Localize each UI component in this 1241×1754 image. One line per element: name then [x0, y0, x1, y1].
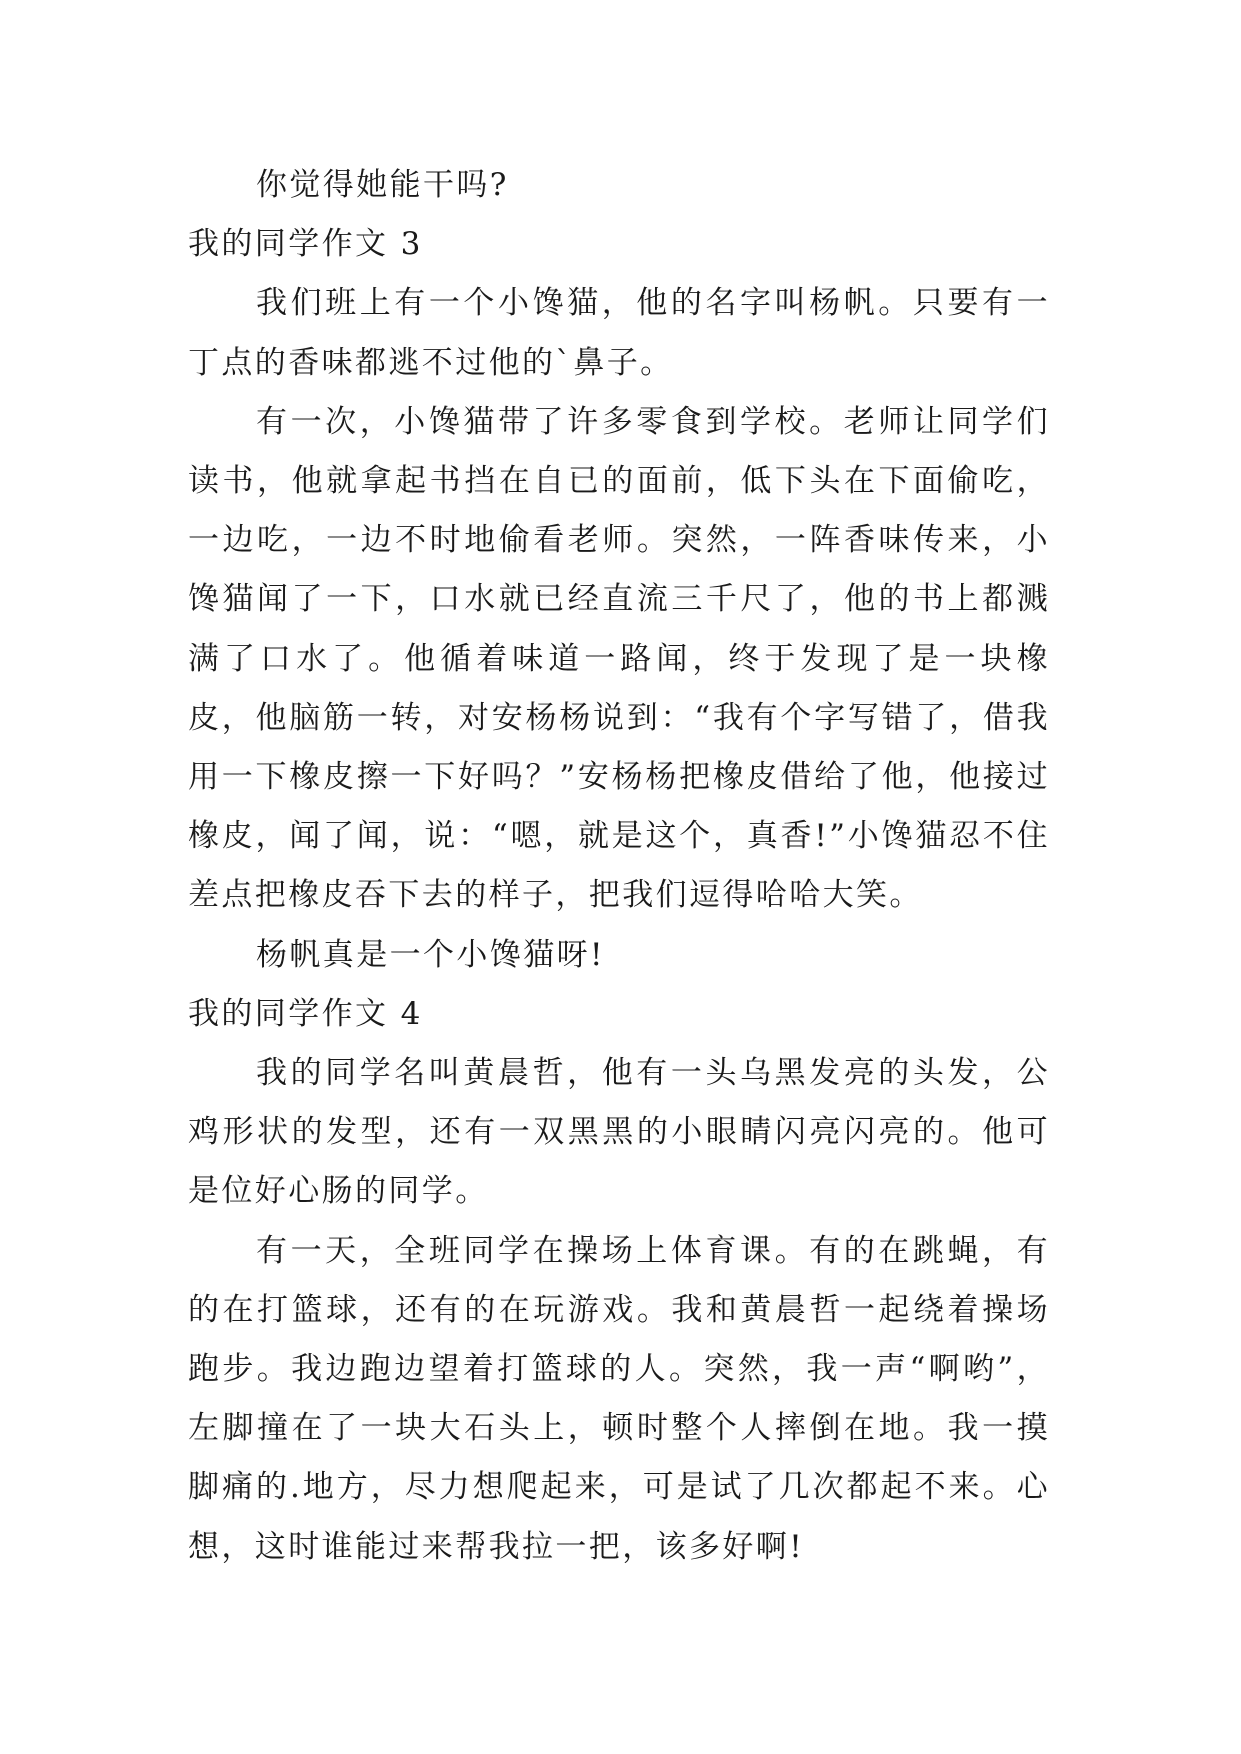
paragraph: 我的同学名叫黄晨哲，他有一头乌黑发亮的头发，公鸡形状的发型，还有一双黑黑的小眼睛闪亮闪亮的。他可是位好心肠的同学。: [188, 1055, 1050, 1210]
document-body: [188, 156, 1050, 1577]
paragraph: 有一次，小馋猫带了许多零食到学校。老师让同学们读书，他就拿起书挡在自已的面前，低下头在下面偷吃，一边吃，一边不时地偷看老师。突然，一阵香味传来，小馋猫闻了一下，口水就已经直流三千尺了，他的书上都溅满了口水了。他循着味道一路闻，终于发现了是一块橡皮，他脑筋一转，对安杨杨说到：“我有个字写错了，借我用一下橡皮擦一下好吗？”安杨杨把橡皮借给了他，他接过橡皮，闻了闻，说：“嗯，就是这个，真香!”小馋猫忍不住差点把橡皮吞下去的样子，把我们逗得哈哈大笑。: [188, 403, 1050, 914]
paragraph: 你觉得她能干吗?: [256, 167, 509, 203]
section-heading: 我的同学作文 3: [188, 226, 423, 263]
paragraph: 有一天，全班同学在操场上体育课。有的在跳蝇，有的在打篮球，还有的在玩游戏。我和黄晨哲一起绕着操场跑步。我边跑边望着打篮球的人。突然，我一声“啊哟”，左脚撞在了一块大石头上，顿时整个人摔倒在地。我一摸脚痛的.地方，尽力想爬起来，可是试了几次都起不来。心想，这时谁能过来帮我拉一把，该多好啊!: [188, 1232, 1050, 1565]
paragraph: 我们班上有一个小馋猫，他的名字叫杨帆。只要有一丁点的香味都逃不过他的`鼻子。: [188, 285, 1050, 381]
paragraph: 杨帆真是一个小馋猫呀!: [256, 936, 605, 973]
section-heading: 我的同学作文 4: [188, 995, 423, 1032]
